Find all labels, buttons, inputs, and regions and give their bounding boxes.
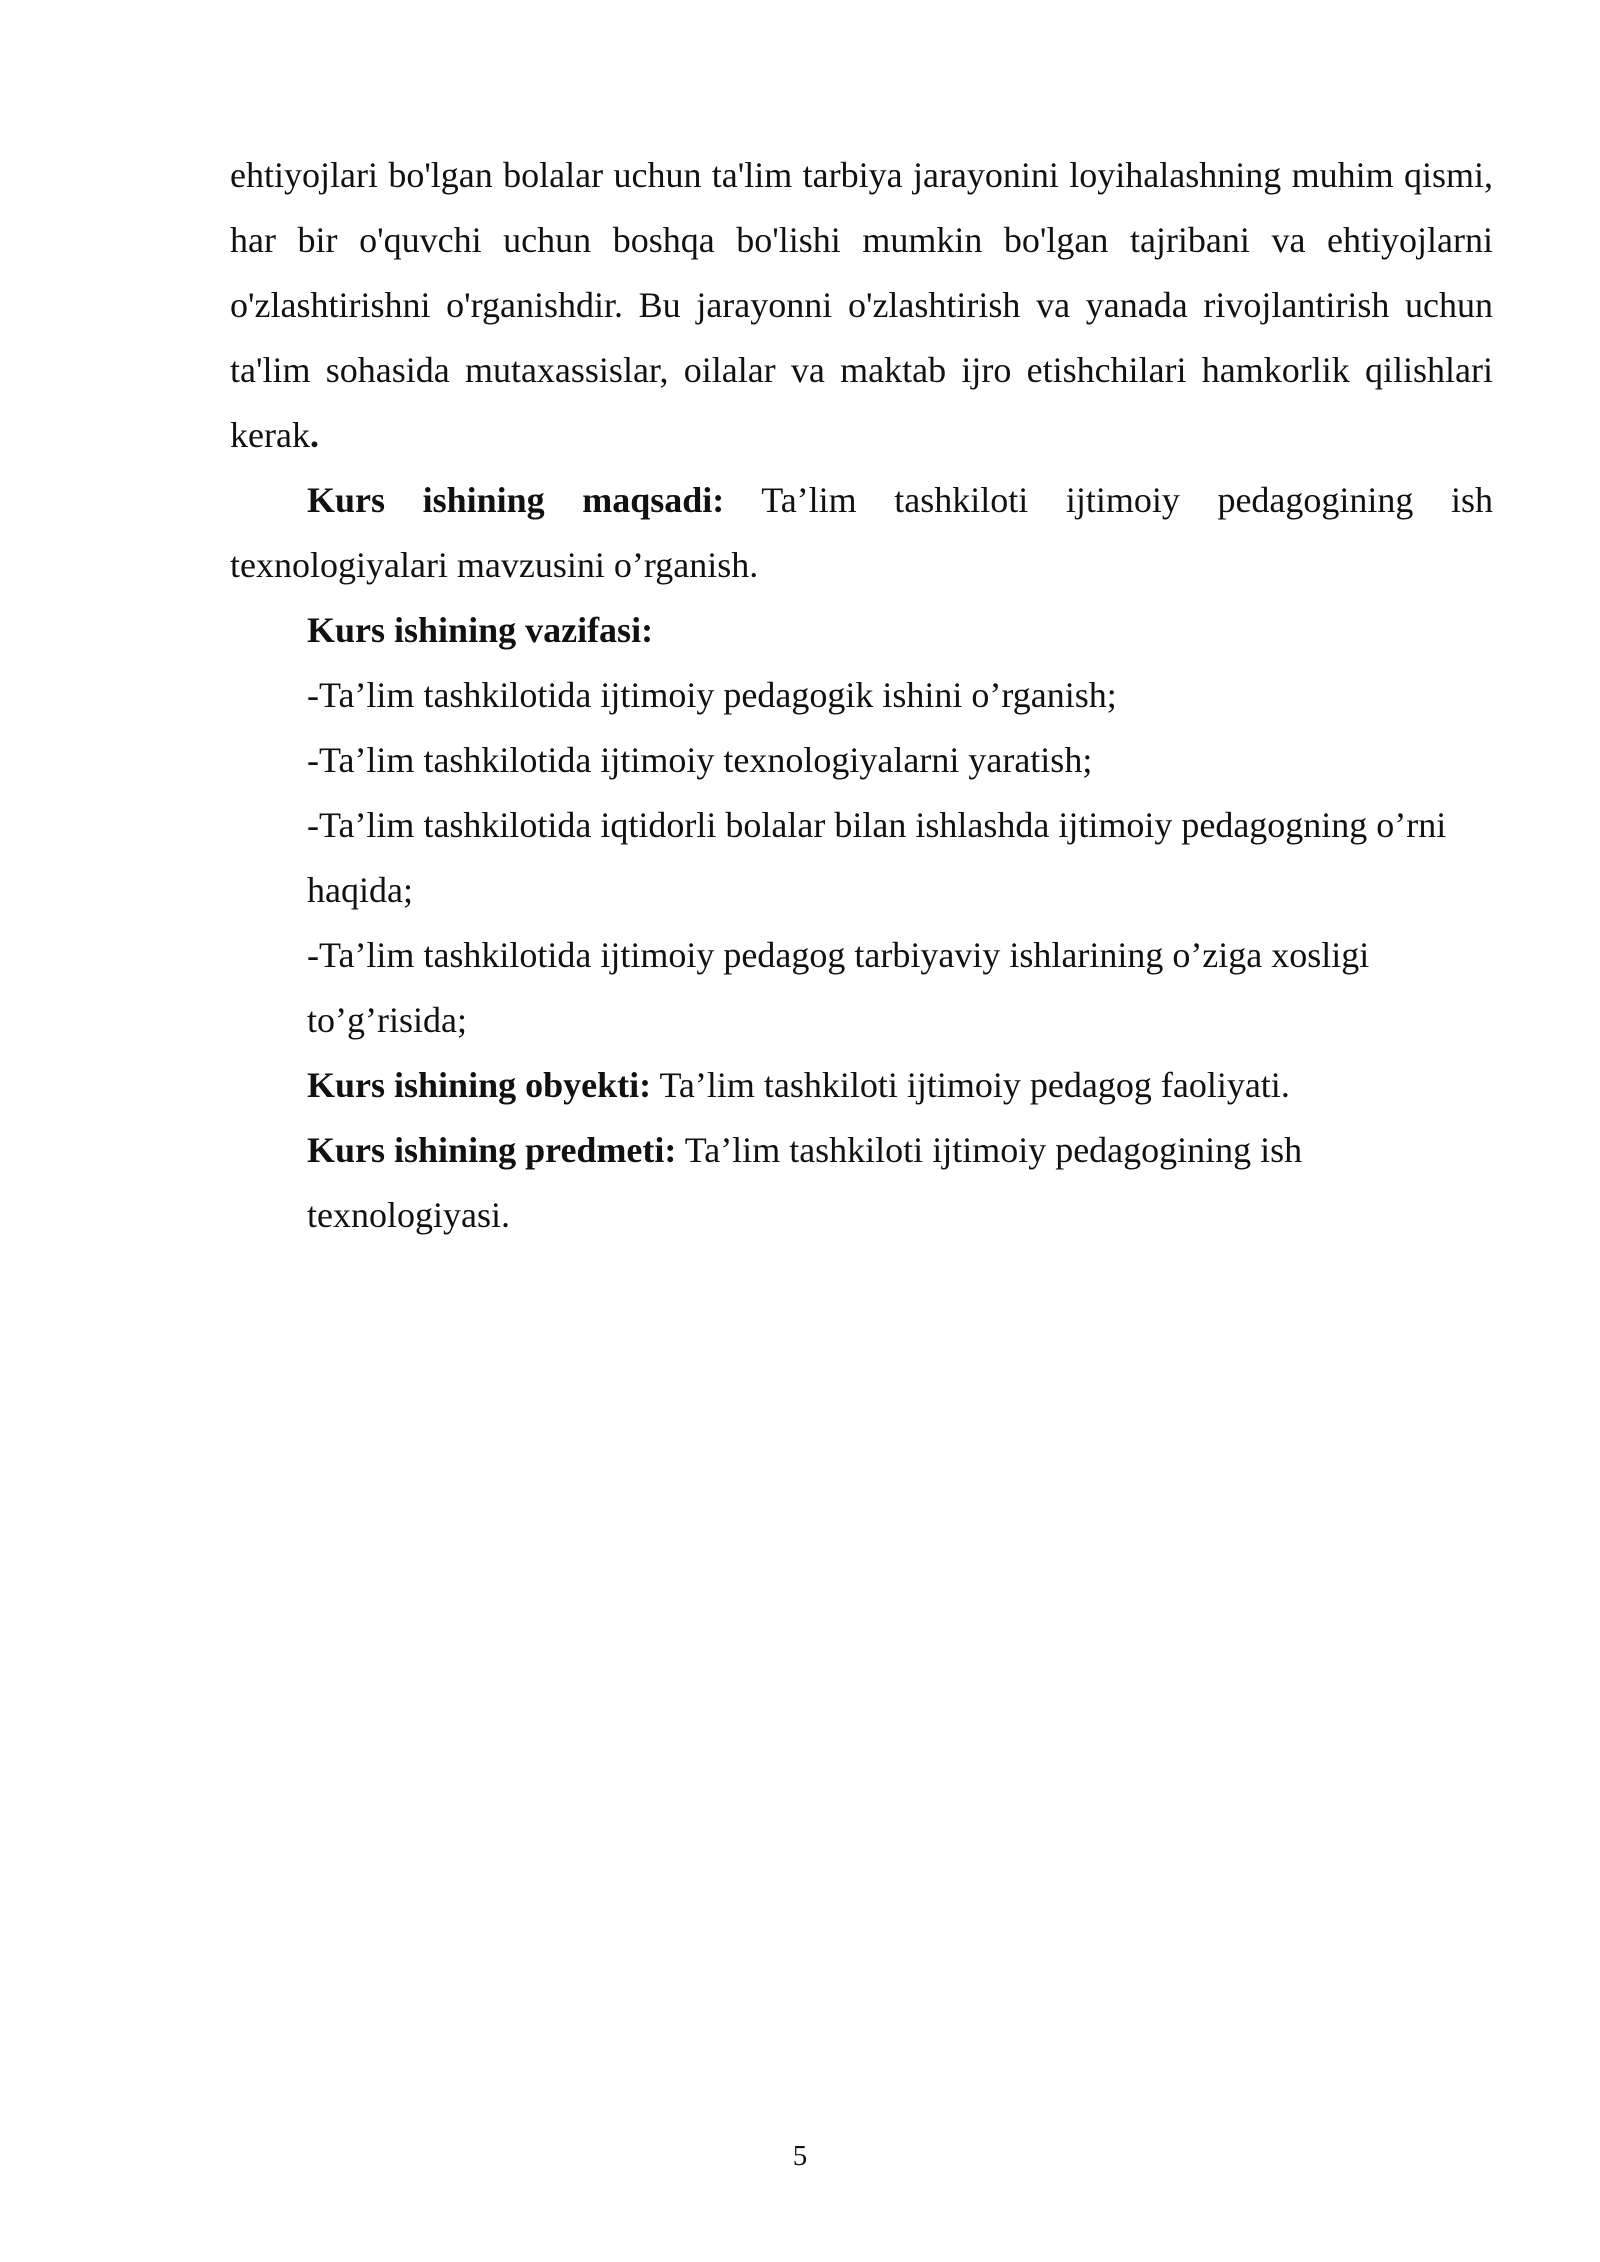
goal-paragraph: [230, 468, 1493, 598]
task-item-2: -Ta’lim tashkilotida ijtimoiy texnologiyalarni yaratish;: [307, 740, 1093, 780]
document-body: [230, 143, 1493, 1248]
object-text: Ta’lim tashkiloti ijtimoiy pedagog faoliyati.: [651, 1065, 1290, 1105]
tasks-label: Kurs ishining vazifasi:: [307, 610, 654, 650]
task-item-4: -Ta’lim tashkilotida ijtimoiy pedagog tarbiyaviy ishlarining o’ziga xosligi to’g’risida;: [307, 935, 1370, 1040]
object-label: Kurs ishining obyekti:: [307, 1065, 652, 1105]
intro-text: ehtiyojlari bo'lgan bolalar uchun ta'lim tarbiya jarayonini loyihalashning muhim qismi, har bir o'quvchi uchun boshqa bo'lishi mumkin bo'lgan tajribani va ehtiyojlarni o'zlashtirishni o'rganishdir. Bu jarayonni o'zlashtirish va yanada rivojlantirish uchun ta'lim sohasida mutaxassislar, oilalar va maktab ijro etishchilari hamkorlik qilishlari kerak: [230, 155, 1493, 455]
intro-paragraph: [230, 143, 1493, 468]
goal-label: Kurs ishining maqsadi:: [307, 480, 725, 520]
page-number: 5: [792, 2140, 808, 2172]
intro-end-mark: .: [309, 415, 319, 455]
tasks-heading: [307, 598, 1493, 663]
object-paragraph: [307, 1053, 1447, 1118]
subject-text: Ta’lim tashkiloti ijtimoiy pedagogining ish texnologiyasi.: [307, 1130, 1303, 1235]
task-item-1: -Ta’lim tashkilotida ijtimoiy pedagogik ishini o’rganish;: [307, 675, 1117, 715]
goal-text: Ta’lim tashkiloti ijtimoiy pedagogining ish texnologiyalari mavzusini o’rganish.: [230, 480, 1494, 585]
subject-paragraph: [307, 1118, 1447, 1248]
subject-label: Kurs ishining predmeti:: [307, 1130, 677, 1170]
task-item-3: -Ta’lim tashkilotida iqtidorli bolalar bilan ishlashda ijtimoiy pedagogning o’rni haqida;: [307, 805, 1447, 910]
